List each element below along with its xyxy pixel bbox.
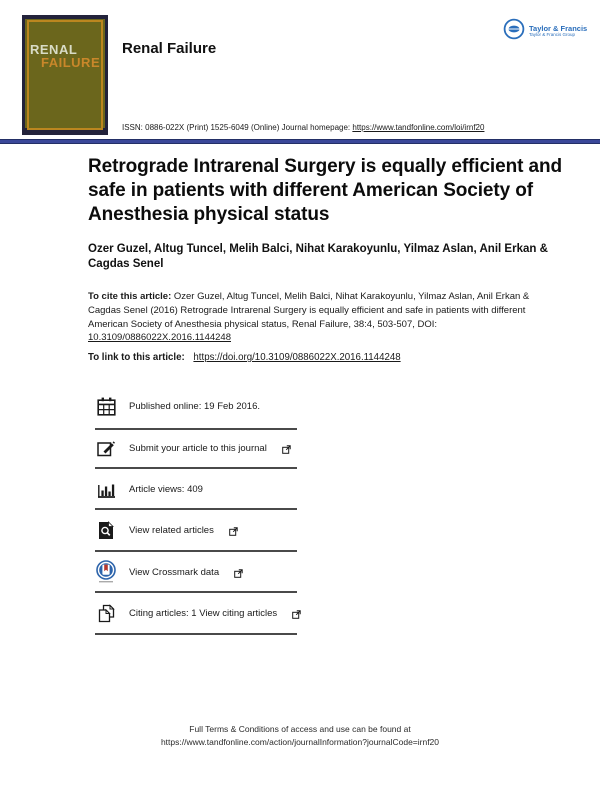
journal-cover-title-line2: FAILURE	[41, 55, 101, 70]
separator-rule	[95, 550, 297, 552]
header-divider-rule	[0, 139, 600, 144]
crossmark-icon	[95, 560, 117, 584]
view-crossmark-text[interactable]: View Crossmark data	[129, 566, 220, 578]
citation-paragraph	[88, 290, 550, 345]
external-link-icon	[282, 445, 291, 454]
terms-footer-link[interactable]: https://www.tandfonline.com/action/journalInformation?journalCode=irnf20	[160, 736, 440, 747]
view-related-articles-row[interactable]	[95, 516, 238, 544]
external-link-icon	[234, 569, 243, 578]
document-search-icon	[95, 521, 117, 540]
taylor-francis-wordmark: Taylor & Francis Taylor & Francis Group	[529, 23, 588, 38]
journal-cover-title-line1: RENAL	[30, 42, 78, 57]
citing-pages-icon	[95, 604, 117, 623]
article-doi-url-link[interactable]: https://doi.org/10.3109/0886022X.2016.1144248	[193, 352, 401, 363]
terms-footer-line1: Full Terms & Conditions of access and use can be found at	[189, 724, 411, 734]
separator-rule	[95, 508, 297, 510]
submit-article-text[interactable]: Submit your article to this journal	[129, 442, 267, 454]
citing-articles-text[interactable]: Citing articles: 1 View citing articles	[129, 607, 278, 619]
journal-homepage-link[interactable]: https://www.tandfonline.com/loi/irnf20	[352, 123, 485, 132]
article-views-row	[95, 475, 203, 503]
taylor-francis-logo[interactable]	[503, 18, 587, 45]
citing-articles-row[interactable]	[95, 599, 301, 627]
article-authors: Ozer Guzel, Altug Tuncel, Melih Balci, Nihat Karakoyunlu, Yilmaz Aslan, Anil Erkan & Cagdas Senel	[88, 243, 548, 270]
view-related-articles-text[interactable]: View related articles	[129, 524, 214, 536]
external-link-icon	[229, 527, 238, 536]
journal-cover-frame	[27, 20, 103, 130]
cite-body: Ozer Guzel, Altug Tuncel, Melih Balci, Nihat Karakoyunlu, Yilmaz Aslan, Anil Erkan & Cagdas Senel (2016) Retrograde Intrarenal Surgery is equally efficient and safe in patients with different American Society of Anesthesia physical status, Renal Failure, 38:4, 503-507, DOI:	[88, 291, 530, 330]
separator-rule	[95, 591, 297, 593]
article-views-text: Article views: 409	[129, 483, 203, 495]
terms-footer	[0, 723, 600, 749]
article-link-line	[88, 352, 550, 363]
bar-chart-icon	[95, 480, 117, 499]
published-online-row	[95, 392, 260, 420]
link-label: To link to this article:	[88, 352, 185, 363]
external-link-icon	[292, 610, 301, 619]
doi-link[interactable]: 10.3109/0886022X.2016.1144248	[88, 332, 231, 344]
submit-pencil-icon	[95, 439, 117, 458]
submit-article-row[interactable]	[95, 434, 291, 462]
issn-text: ISSN: 0886-022X (Print) 1525-6049 (Online) Journal homepage:	[122, 123, 351, 132]
issn-homepage-line	[122, 123, 562, 132]
separator-rule	[95, 467, 297, 469]
published-online-text: Published online: 19 Feb 2016.	[129, 400, 260, 412]
article-title: Retrograde Intrarenal Surgery is equally efficient and safe in patients with different American Society of Anesthesia physical status	[88, 156, 562, 225]
calendar-icon	[95, 397, 117, 416]
journal-title: Renal Failure	[122, 40, 217, 57]
separator-rule	[95, 633, 297, 635]
cite-label: To cite this article:	[88, 291, 172, 302]
taylor-francis-globe-icon	[503, 18, 525, 45]
separator-rule	[95, 428, 297, 430]
journal-cover-thumbnail	[22, 15, 108, 135]
view-crossmark-row[interactable]	[95, 558, 243, 586]
